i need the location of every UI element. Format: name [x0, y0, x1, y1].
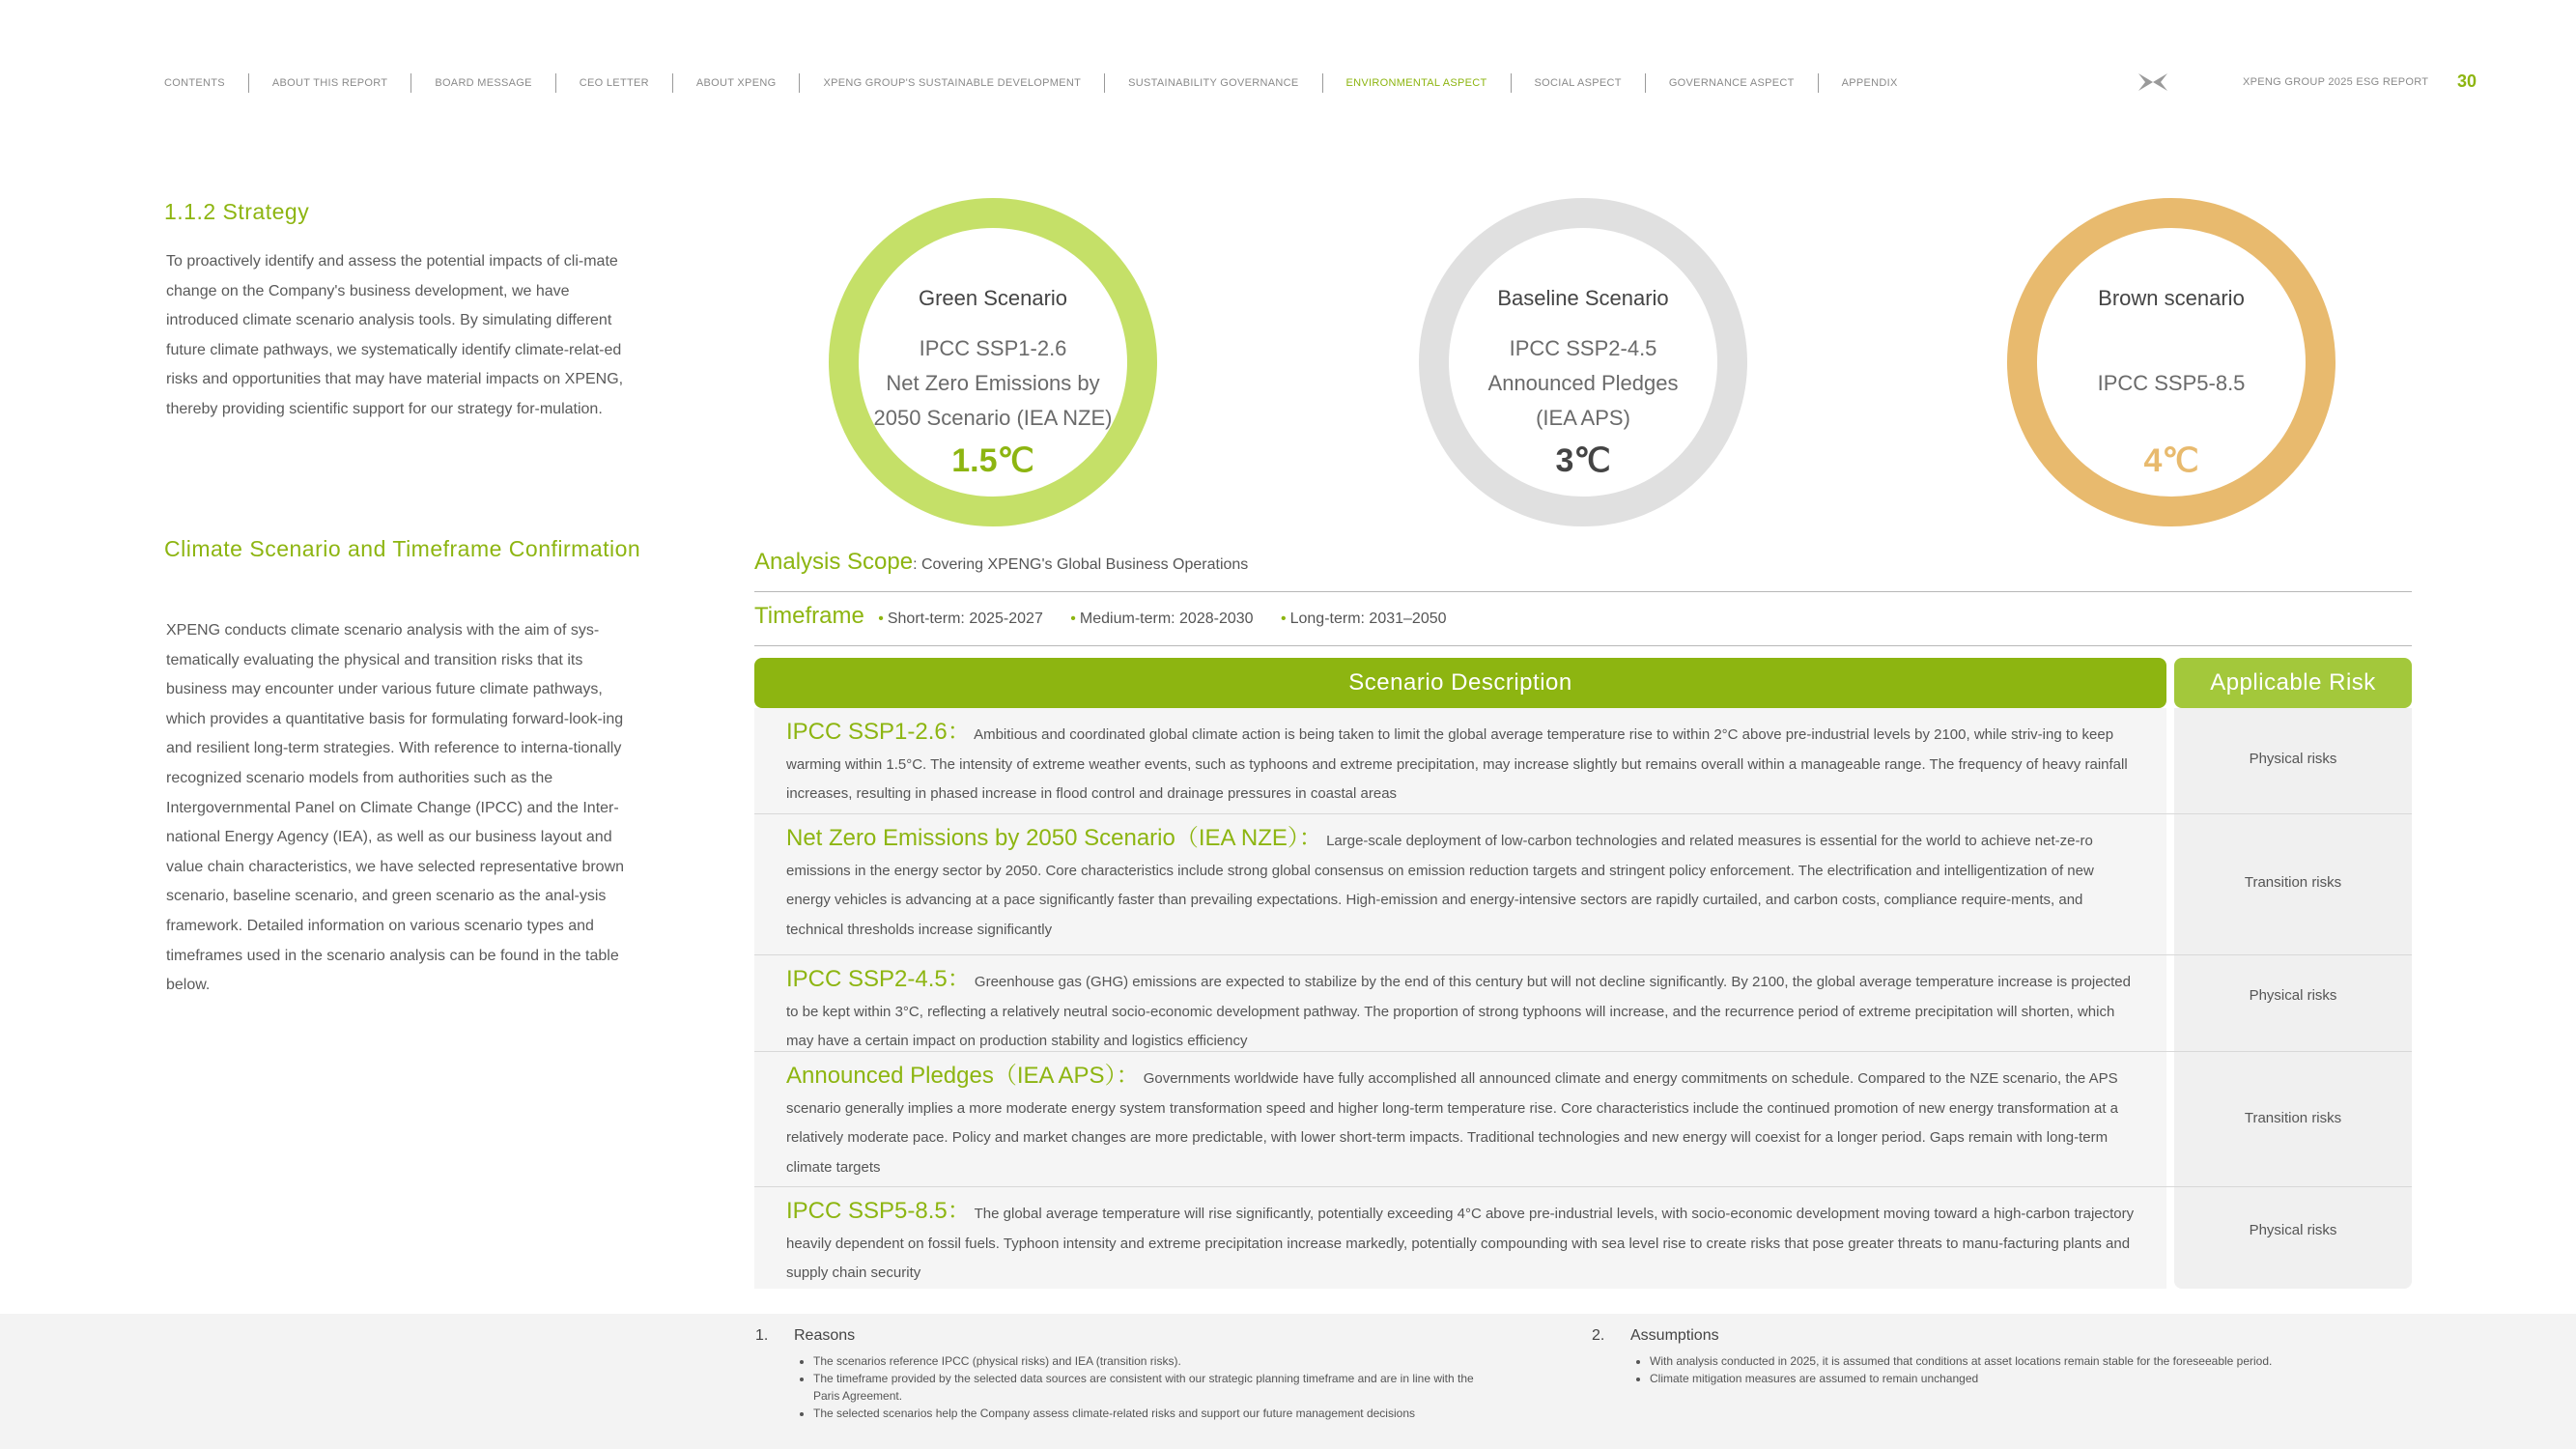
- ring-temperature: 1.5℃: [951, 442, 1034, 479]
- applicable-risk: Physical risks: [2249, 1222, 2337, 1238]
- table-row: [754, 708, 2412, 814]
- scenario-name: Announced Pledges（IEA APS）：: [786, 1063, 1140, 1089]
- analysis-scope-label: Analysis Scope: [754, 549, 914, 575]
- scenario-name: IPCC SSP1-2.6：: [786, 719, 971, 745]
- scenario-description: Net Zero Emissions by 2050 Scenario（IEA NZE）： Large-scale deployment of low-carbon technologies and related measures is essential for the world to achieve net-ze-ro emissions in the energy sector by 2050. Core characteristics include strong global consensus on emission reduction targets and stringent policy enforcement. The electrification and intelligentization of new energy vehicles is advancing at a pace significantly faster than prevailing expectations. High-emission and energy-intensive sectors are rapidly curtailed, and carbon costs, compliance require-ments, and technical thresholds increase significantly: [786, 825, 2094, 938]
- nav-item-board-message[interactable]: BOARD MESSAGE: [410, 73, 554, 93]
- brown-scenario-ring: [2007, 198, 2335, 526]
- table-row: [754, 1052, 2412, 1187]
- list-item: • Climate mitigation measures are assumed to remain unchanged: [1650, 1370, 2442, 1387]
- table-row: [754, 1187, 2412, 1289]
- page-number: 30: [2457, 71, 2477, 91]
- table-row: [754, 814, 2412, 955]
- timeframe-label: Timeframe: [754, 603, 864, 629]
- ring-temperature: 3℃: [1555, 442, 1611, 479]
- ring-title: Brown scenario: [2098, 286, 2245, 310]
- scenario-description: Announced Pledges（IEA APS）： Governments worldwide have fully accomplished all announced climate and energy commitments on schedule. Compared to the NZE scenario, the APS scenario generally implies a more moderate energy system transformation speed and higher long-term temperature rise. Core characteristics include the continued promotion of new energy transformation at a relatively moderate pace. Policy and market changes are more predictable, with lower short-term impacts. Traditional technologies and new energy will coexist for a longer period. Gaps remain with long-term climate targets: [786, 1063, 2119, 1176]
- applicable-risk: Physical risks: [2249, 751, 2337, 767]
- nav-item-contents[interactable]: CONTENTS: [164, 77, 225, 89]
- section-title-climate-scenario: Climate Scenario and Timeframe Confirmation: [164, 536, 641, 561]
- list-item: • With analysis conducted in 2025, it is assumed that conditions at asset locations remain stable for the foreseeable period.: [1650, 1352, 2442, 1370]
- climate-scenario-paragraph: XPENG conducts climate scenario analysis with the aim of sys-tematically evaluating the physical and transition risks that its business may encounter under various future climate pathways, which provides a quantitative basis for formulating forward-look-ing and resilient long-term strategies. With reference to interna-tionally recognized scenario models from authorities such as the Intergovernmental Panel on Climate Change (IPCC) and the Inter-national Energy Agency (IEA), as well as our business layout and value chain characteristics, we have selected representative brown scenario, baseline scenario, and green scenario as the anal-ysis framework. Detailed information on various scenario types and timeframes used in the scenario analysis can be found in the table below.: [166, 622, 625, 994]
- table-header-applicable-risk: Applicable Risk: [2174, 658, 2412, 708]
- footnotes-panel: 1. Reasons • The scenarios reference IPCC (physical risks) and IEA (transition risks). • The timeframe provided by the selected data sources are consistent with our strategic planning timeframe and are in line with the Paris Agreement. • The selected scenarios help the Company assess climate-related risks and support our future management decisions 2. Assumptions • With analysis conducted in 2025, it is assumed that conditions at asset locations remain stable for the foreseeable period. • Climate mitigation measures are assumed to remain unchanged: [0, 1314, 2576, 1449]
- report-title: XPENG GROUP 2025 ESG REPORT: [2243, 76, 2429, 88]
- footnote-title: Reasons: [794, 1327, 856, 1344]
- ring-title: Green Scenario: [918, 286, 1068, 310]
- timeframe-item: • Long-term: 2031–2050: [1281, 611, 1447, 627]
- nav-item-about-xpeng[interactable]: ABOUT XPENG: [672, 73, 800, 93]
- nav-item-sustainability-governance[interactable]: SUSTAINABILITY GOVERNANCE: [1104, 73, 1321, 93]
- ring-subtitle-line: IPCC SSP2-4.5: [1509, 336, 1657, 360]
- ring-subtitle-line: IPCC SSP5-8.5: [2097, 371, 2246, 395]
- table-row: [754, 955, 2412, 1052]
- table-header-scenario-description: Scenario Description: [754, 658, 2166, 708]
- scenario-description: IPCC SSP1-2.6： Ambitious and coordinated global climate action is being taken to limit the global average temperature rise to within 2°C above pre-industrial levels by 2100, while striv-ing to keep warming within 1.5°C. The intensity of extreme weather events, such as typhoons and extreme precipitation, may increase slightly but remains overall within a manageable range. The frequency of heavy rainfall increases, resulting in phased increase in flood control and drainage pressures in coastal areas: [786, 719, 2128, 802]
- list-item: • The selected scenarios help the Company assess climate-related risks and support our future management decisions: [813, 1405, 1489, 1422]
- green-scenario-ring: [829, 198, 1157, 526]
- ring-subtitle-line: Net Zero Emissions by: [886, 371, 1100, 395]
- applicable-risk: Transition risks: [2244, 1110, 2342, 1126]
- nav-item-about-this-report[interactable]: ABOUT THIS REPORT: [248, 73, 410, 93]
- applicable-risk: Transition risks: [2244, 874, 2342, 891]
- ring-subtitle-line: Announced Pledges: [1487, 371, 1679, 395]
- analysis-scope-value: : Covering XPENG's Global Business Operations: [913, 556, 1249, 573]
- applicable-risk: Physical risks: [2249, 987, 2337, 1004]
- ring-subtitle-line: 2050 Scenario (IEA NZE): [873, 406, 1113, 430]
- xpeng-logo-icon: [2137, 71, 2168, 93]
- nav-item-governance-aspect[interactable]: GOVERNANCE ASPECT: [1645, 73, 1818, 93]
- strategy-paragraph: To proactively identify and assess the potential impacts of cli-mate change on the Company's business development, we have introduced climate scenario analysis tools. By simulating different future climate pathways, we systematically identify climate-relat-ed risks and opportunities that may have material impacts on XPENG, thereby providing scientific support for our strategy for-mulation.: [166, 253, 624, 417]
- ring-subtitle-line: IPCC SSP1-2.6: [919, 336, 1067, 360]
- scenario-description: IPCC SSP2-4.5： Greenhouse gas (GHG) emissions are expected to stabilize by the end of this century but will not decline significantly. By 2100, the global average temperature increase is projected to be kept within 3°C, reflecting a relatively neutral socio-economic development pathway. The proportion of strong typhoons will increase, and the recurrence period of extreme precipitation will shorten, which may have a certain impact on production stability and logistics efficiency: [786, 966, 2131, 1049]
- scenario-name: Net Zero Emissions by 2050 Scenario（IEA NZE）：: [786, 825, 1322, 851]
- timeframe-row: [754, 603, 2412, 646]
- section-title-strategy: 1.1.2 Strategy: [164, 199, 310, 224]
- scenario-name: IPCC SSP2-4.5：: [786, 966, 971, 992]
- footnote-title: Assumptions: [1630, 1327, 1719, 1344]
- top-navigation: [164, 73, 1921, 93]
- analysis-scope-row: [754, 549, 2412, 592]
- ring-temperature: 4℃: [2143, 442, 2199, 479]
- ring-title: Baseline Scenario: [1497, 286, 1669, 310]
- scenario-name: IPCC SSP5-8.5：: [786, 1198, 971, 1224]
- scenario-description: IPCC SSP5-8.5： The global average temperature will rise significantly, potentially exceeding 4°C above pre-industrial levels, with socio-economic development moving toward a high-carbon trajectory heavily dependent on fossil fuels. Typhoon intensity and extreme precipitation increase markedly, potentially compounding with sea level rise to create risks that pose greater threats to manu-facturing plants and supply chain security: [786, 1198, 2135, 1281]
- baseline-scenario-ring: [1419, 198, 1747, 526]
- timeframe-item: • Medium-term: 2028-2030: [1070, 611, 1254, 627]
- ring-subtitle-line: (IEA APS): [1536, 406, 1630, 430]
- timeframe-item: • Short-term: 2025-2027: [878, 611, 1043, 627]
- list-item: • The scenarios reference IPCC (physical risks) and IEA (transition risks).: [813, 1352, 1489, 1370]
- nav-item-appendix[interactable]: APPENDIX: [1818, 73, 1921, 93]
- nav-item-social-aspect[interactable]: SOCIAL ASPECT: [1511, 73, 1645, 93]
- nav-item-sustainable-development[interactable]: XPENG GROUP'S SUSTAINABLE DEVELOPMENT: [799, 73, 1104, 93]
- list-item: • The timeframe provided by the selected data sources are consistent with our strategic planning timeframe and are in line with the Paris Agreement.: [813, 1370, 1489, 1405]
- nav-item-environmental-aspect[interactable]: ENVIRONMENTAL ASPECT: [1322, 73, 1511, 93]
- nav-item-ceo-letter[interactable]: CEO LETTER: [555, 73, 672, 93]
